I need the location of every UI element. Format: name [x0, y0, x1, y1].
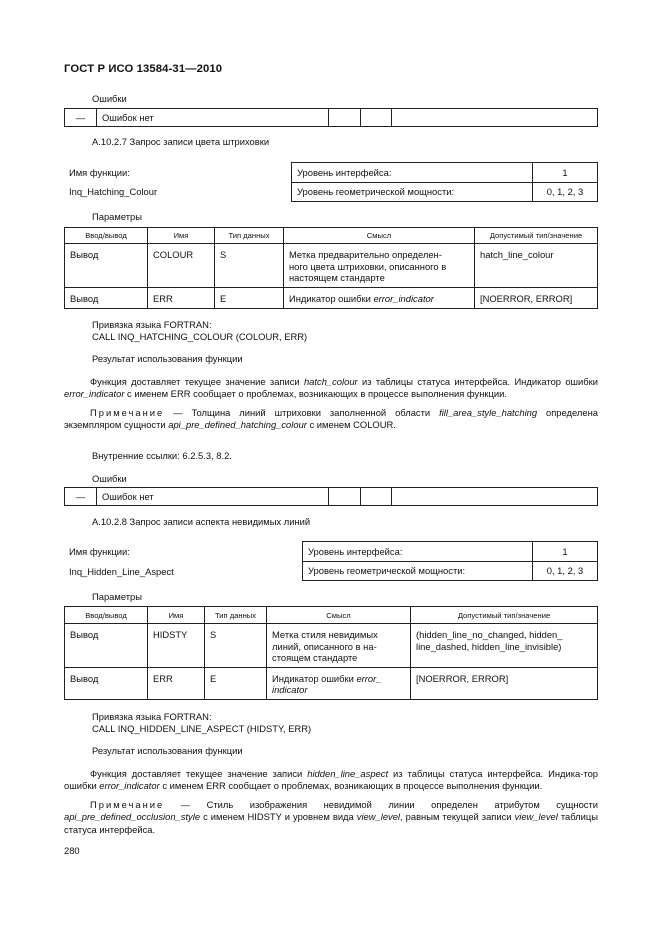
errors-empty-cell [392, 109, 598, 127]
page-number: 280 [64, 845, 80, 856]
io-cell: Вывод [65, 624, 148, 668]
errors-dash: — [65, 109, 97, 127]
interface-level-value: 1 [533, 163, 598, 183]
column-header: Смысл [284, 228, 475, 244]
binding-label: Привязка языка FORTRAN: [92, 319, 212, 330]
allowed-cell: (hidden_line_no_changed, hidden_ line_dashed, hidden_line_invisible) [411, 624, 598, 668]
table-row [65, 667, 598, 699]
io-cell: Вывод [65, 667, 148, 699]
function-name-label: Имя функции: [69, 546, 130, 557]
errors-empty-cell [361, 109, 392, 127]
levels-table [302, 541, 598, 581]
section-heading: А.10.2.8 Запрос записи аспекта невидимых линий [92, 516, 311, 527]
name-cell: COLOUR [148, 244, 215, 288]
section-heading: А.10.2.7 Запрос записи цвета штриховки [92, 136, 270, 147]
io-cell: Вывод [65, 244, 148, 288]
column-header: Имя [148, 228, 215, 244]
column-header: Тип данных [205, 607, 267, 624]
errors-table [64, 108, 598, 127]
errors-dash: — [65, 488, 97, 506]
geometry-level-label: Уровень геометрической мощности: [292, 182, 533, 202]
meaning-cell: Индикатор ошибки error_ indicator [267, 667, 411, 699]
binding-call: CALL INQ_HIDDEN_LINE_ASPECT (HIDSTY, ERR) [92, 723, 312, 734]
errors-empty-cell [361, 488, 392, 506]
parameters-table [64, 227, 598, 309]
geometry-level-value: 0, 1, 2, 3 [533, 561, 598, 581]
meaning-cell: Метка стиля невидимых линий, описанного в на- стоящем стандарте [267, 624, 411, 668]
table-row [65, 624, 598, 668]
allowed-cell: [NOERROR, ERROR] [411, 667, 598, 699]
errors-text: Ошибок нет [97, 109, 329, 127]
type-cell: S [215, 244, 284, 288]
interface-level-value: 1 [533, 542, 598, 562]
meaning-cell: Метка предварительно определен- ного цвета штриховки, описанного в настоящем стандарте [284, 244, 475, 288]
column-header: Ввод/вывод [65, 228, 148, 244]
table-row [65, 244, 598, 288]
errors-label: Ошибки [92, 93, 127, 104]
geometry-level-label: Уровень геометрической мощности: [303, 561, 533, 581]
levels-table [291, 162, 598, 202]
errors-empty-cell [329, 488, 361, 506]
geometry-level-value: 0, 1, 2, 3 [533, 182, 598, 202]
result-paragraph: Функция доставляет текущее значение записи hidden_line_aspect из таблицы статуса интерфейса. Индика-тор ошибки error_indicator с именем ERR сообщает о проблемах, возникающих в процессе выполнения функции. [64, 768, 598, 792]
function-name: Inq_Hidden_Line_Aspect [69, 566, 174, 577]
column-header: Допустимый тип/значение [475, 228, 598, 244]
type-cell: S [205, 624, 267, 668]
function-name: Inq_Hatching_Colour [69, 186, 158, 197]
column-header: Допустимый тип/значение [411, 607, 598, 624]
column-header: Имя [148, 607, 205, 624]
document-header: ГОСТ Р ИСО 13584-31—2010 [64, 63, 223, 75]
result-label: Результат использования функции [92, 353, 243, 364]
column-header: Смысл [267, 607, 411, 624]
parameters-table [64, 606, 598, 700]
interface-level-label: Уровень интерфейса: [292, 163, 533, 183]
allowed-cell: hatch_line_colour [475, 244, 598, 288]
function-name-label: Имя функции: [69, 167, 130, 178]
column-header: Ввод/вывод [65, 607, 148, 624]
type-cell: E [205, 667, 267, 699]
errors-text: Ошибок нет [97, 488, 329, 506]
name-cell: ERR [148, 667, 205, 699]
internal-refs: Внутренние ссылки: 6.2.5.3, 8.2. [92, 450, 232, 461]
name-cell: ERR [148, 288, 215, 309]
meaning-cell: Индикатор ошибки error_indicator [284, 288, 475, 309]
errors-table [64, 487, 598, 506]
io-cell: Вывод [65, 288, 148, 309]
note-paragraph: Примечание — Стиль изображения невидимой линии определен атрибутом сущности api_pre_defined_occlusion_style с именем HIDSTY и уровнем вида view_level, равным текущей записи view_level таблицы статуса интерфейса. [64, 799, 598, 835]
column-header: Тип данных [215, 228, 284, 244]
parameters-label: Параметры [92, 211, 142, 222]
result-label: Результат использования функции [92, 745, 243, 756]
allowed-cell: [NOERROR, ERROR] [475, 288, 598, 309]
table-row [65, 288, 598, 309]
errors-empty-cell [392, 488, 598, 506]
interface-level-label: Уровень интерфейса: [303, 542, 533, 562]
result-paragraph: Функция доставляет текущее значение записи hatch_colour из таблицы статуса интерфейса. Индикатор ошибки error_indicator с именем ERR сообщает о проблемах, возникающих в процессе выполнения функции. [64, 376, 598, 400]
binding-call: CALL INQ_HATCHING_COLOUR (COLOUR, ERR) [92, 331, 308, 342]
name-cell: HIDSTY [148, 624, 205, 668]
type-cell: E [215, 288, 284, 309]
note-paragraph: Примечание — Толщина линий штриховки заполненной области fill_area_style_hatching определена экземпляром сущности api_pre_defined_hatching_colour с именем COLOUR. [64, 407, 598, 431]
errors-label: Ошибки [92, 473, 127, 484]
binding-label: Привязка языка FORTRAN: [92, 711, 212, 722]
parameters-label: Параметры [92, 591, 142, 602]
errors-empty-cell [329, 109, 361, 127]
